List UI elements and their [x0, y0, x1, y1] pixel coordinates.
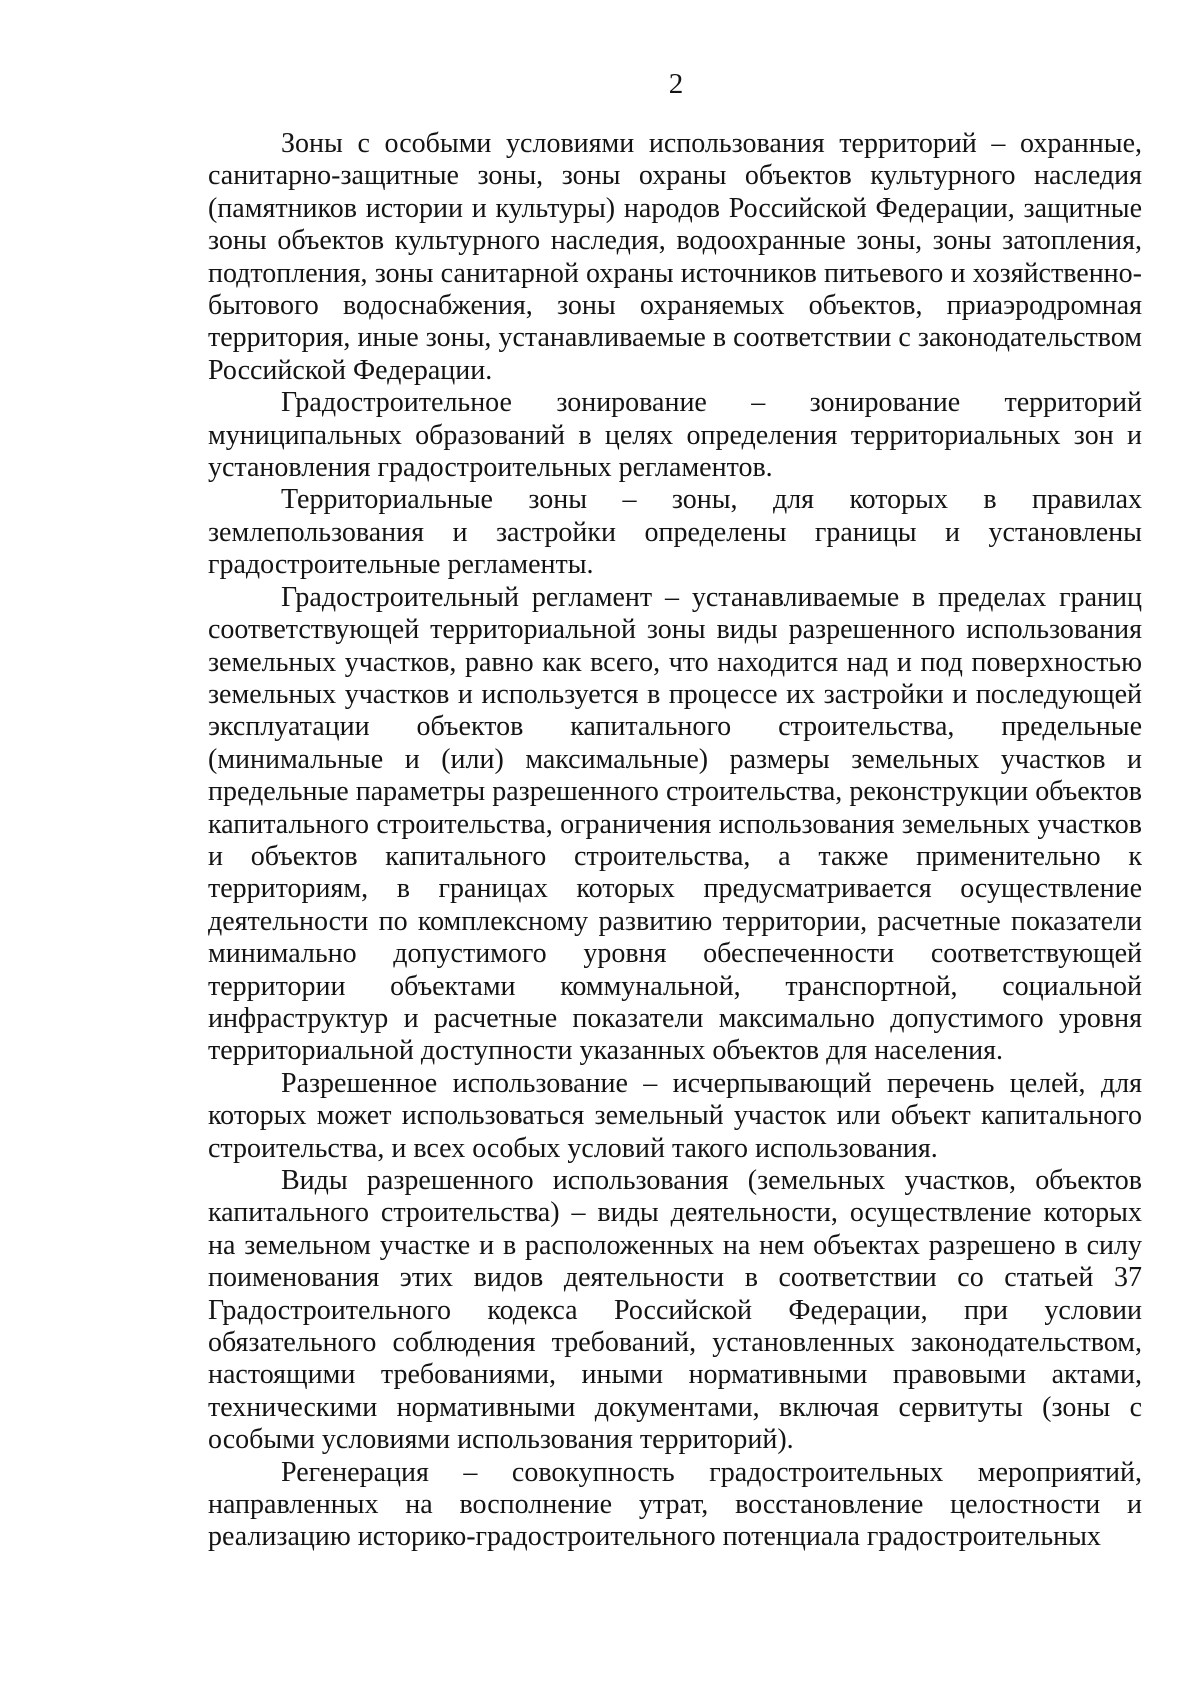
paragraph-urban-regulation: Градостроительный регламент – устанавливаемые в пределах границ соответствующей территориальной зоны виды разрешенного использования земельных участков, равно как всего, что находится над и под поверхностью земельных участков и используется в процессе их застройки и последующей эксплуатации объектов капитального строительства, предельные (минимальные и (или) максимальные) размеры земельных участков и предельные параметры разрешенного строительства, реконструкции объектов капитального строительства, ограничения использования земельных участков и объектов капитального строительства, а также применительно к территориям, в границах которых предусматривается осуществление деятельности по комплексному развитию территории, расчетные показатели минимально допустимого уровня обеспеченности соответствующей территории объектами коммунальной, транспортной, социальной инфраструктур и расчетные показатели максимально допустимого уровня территориальной доступности указанных объектов для населения. [208, 581, 1142, 1067]
paragraph-permitted-use: Разрешенное использование – исчерпывающий перечень целей, для которых может использоваться земельный участок или объект капитального строительства, и всех особых условий такого использования. [208, 1067, 1142, 1164]
document-body [208, 128, 1142, 1554]
paragraph-regeneration: Регенерация – совокупность градостроительных мероприятий, направленных на восполнение утрат, восстановление целостности и реализацию историко-градостроительного потенциала градостроительных [208, 1456, 1142, 1553]
paragraph-territorial-zones: Территориальные зоны – зоны, для которых в правилах землепользования и застройки определены границы и установлены градостроительные регламенты. [208, 484, 1142, 581]
paragraph-special-conditions-zones: Зоны с особыми условиями использования территорий – охранные, санитарно-защитные зоны, зоны охраны объектов культурного наследия (памятников истории и культуры) народов Российской Федерации, защитные зоны объектов культурного наследия, водоохранные зоны, зоны затопления, подтопления, зоны санитарной охраны источников питьевого и хозяйственно-бытового водоснабжения, зоны охраняемых объектов, приаэродромная территория, иные зоны, устанавливаемые в соответствии с законодательством Российской Федерации. [208, 128, 1142, 386]
page-number: 2 [668, 68, 684, 100]
paragraph-types-of-permitted-use: Виды разрешенного использования (земельных участков, объектов капитального строительства) – виды деятельности, осуществление которых на земельном участке и в расположенных на нем объектах разрешено в силу поименования этих видов деятельности в соответствии со статьей 37 Градостроительного кодекса Российской Федерации, при условии обязательного соблюдения требований, установленных законодательством, настоящими требованиями, иными нормативными правовыми актами, техническими нормативными документами, включая сервитуты (зоны с особыми условиями использования территорий). [208, 1165, 1142, 1456]
paragraph-urban-zoning: Градостроительное зонирование – зонирование территорий муниципальных образований в целях определения территориальных зон и установления градостроительных регламентов. [208, 387, 1142, 484]
